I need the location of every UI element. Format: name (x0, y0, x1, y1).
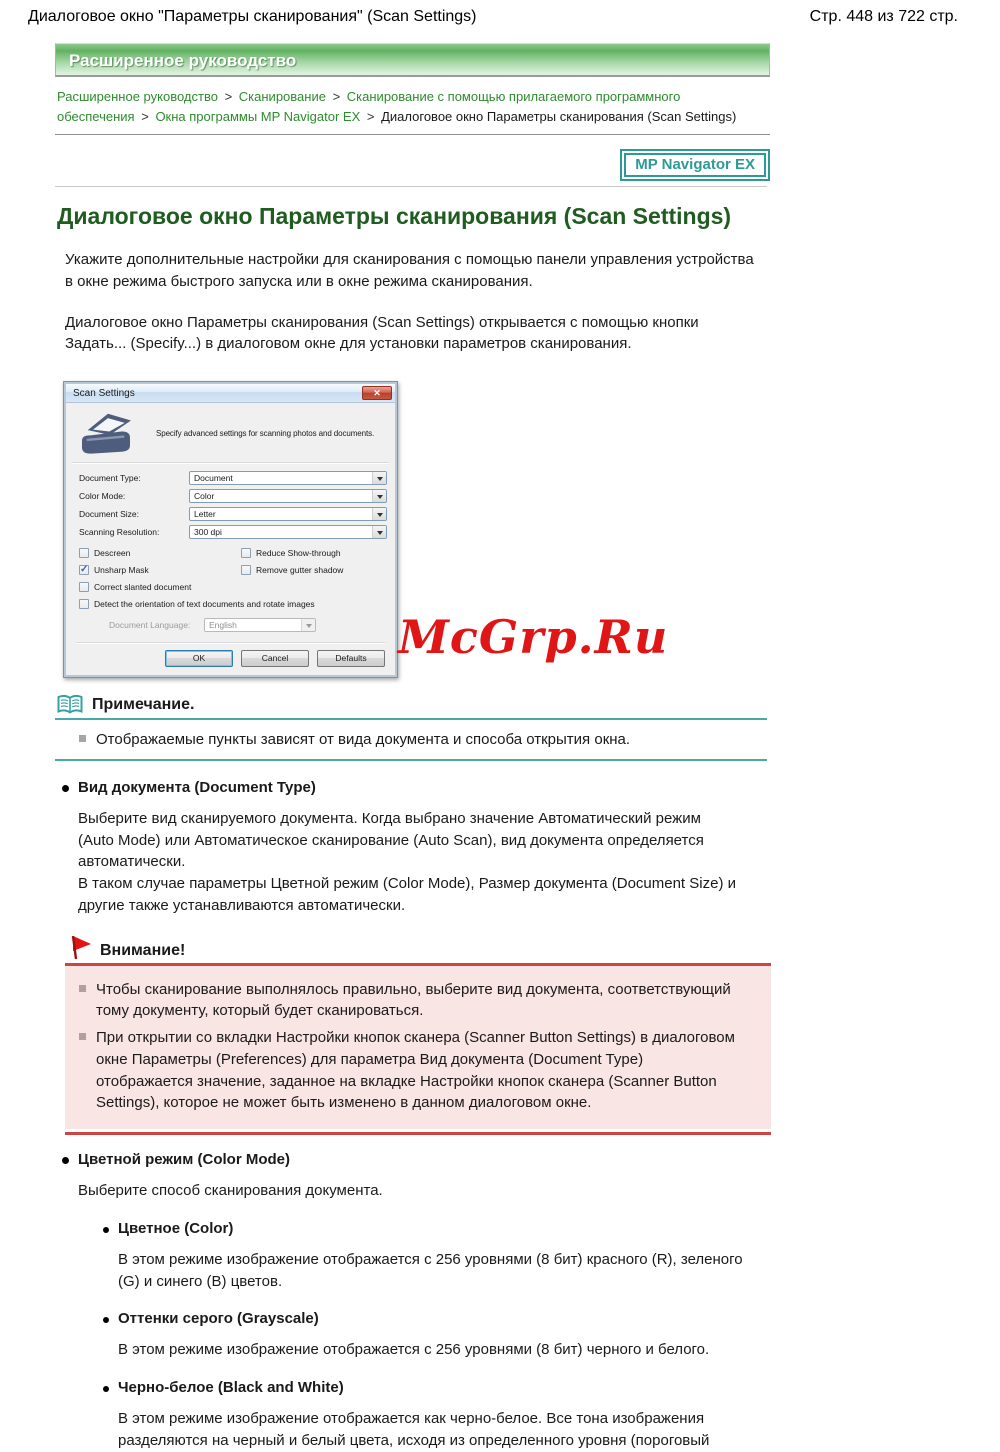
square-bullet-icon (79, 735, 86, 742)
guide-banner (55, 43, 770, 77)
document-size-label: Document Size: (79, 509, 139, 519)
document-language-label: Document Language: (109, 620, 191, 630)
divider (65, 1132, 771, 1135)
section-heading: Цветной режим (Color Mode) (78, 1151, 290, 1168)
mp-navigator-badge (620, 149, 770, 181)
option-paragraph: В этом режиме изображение отображается с 256 уровнями (8 бит) красного (R), зеленого (G) и синего (B) цветов. (118, 1250, 743, 1290)
square-bullet-icon (79, 985, 86, 992)
chevron-down-icon[interactable] (372, 508, 386, 520)
reduce-show-through-checkbox[interactable]: Reduce Show-through (241, 548, 387, 558)
divider (72, 462, 389, 464)
breadcrumb (57, 87, 757, 126)
divider (76, 642, 385, 644)
dialog-titlebar[interactable] (66, 384, 395, 403)
option-paragraph: В этом режиме изображение отображается как черно-белое. Все тона изображения разделяются на черный и белый цвета, исходя из определенного уровня (пороговый (118, 1410, 710, 1449)
option-black-and-white (96, 1379, 770, 1452)
warning-section (65, 935, 771, 1136)
breadcrumb-separator: > (224, 89, 233, 104)
breadcrumb-separator: > (141, 108, 149, 124)
section-paragraph: Выберите способ сканирования документа. (78, 1182, 383, 1199)
note-item: Отображаемые пункты зависят от вида документа и способа открытия окна. (79, 729, 767, 751)
correct-slanted-document-checkbox[interactable]: Correct slanted document (79, 582, 241, 592)
scanning-resolution-label: Scanning Resolution: (79, 527, 160, 537)
document-language-select: English (204, 618, 316, 632)
dialog-title: Scan Settings (73, 387, 135, 399)
warning-item: Чтобы сканирование выполнялось правильно, выберите вид документа, соответствующий тому документу, который будет сканироваться. (79, 979, 747, 1023)
document-type-select[interactable]: Document (189, 471, 387, 485)
divider (55, 186, 767, 187)
scan-settings-dialog (63, 381, 398, 678)
descreen-checkbox[interactable]: Descreen (79, 548, 241, 558)
color-mode-select[interactable]: Color (189, 489, 387, 503)
article-title: Диалоговое окно Параметры сканирования (Scan Settings) (57, 203, 732, 229)
disc-bullet-icon (103, 1317, 109, 1323)
breadcrumb-separator: > (332, 89, 341, 104)
breadcrumb-link-advanced-guide[interactable]: Расширенное руководство (57, 89, 218, 104)
scanner-icon (78, 409, 134, 457)
intro-paragraph-2: Диалоговое окно Параметры сканирования (Scan Settings) открывается с помощью кнопки Задать... (Specify...) в диалоговом окне для установки параметров сканирования. (65, 313, 699, 353)
note-title: Примечание. (92, 695, 195, 713)
breadcrumb-separator: > (366, 108, 375, 124)
note-section (55, 694, 767, 761)
close-icon[interactable]: ✕ (362, 386, 392, 400)
square-bullet-icon (79, 1033, 86, 1040)
mp-navigator-badge-label: MP Navigator EX (624, 153, 766, 177)
checkbox-icon[interactable] (241, 565, 251, 575)
breadcrumb-link-mp-navigator-screens[interactable]: Окна программы MP Navigator EX (155, 108, 361, 124)
checkbox-icon[interactable] (79, 548, 89, 558)
checkbox-icon[interactable] (79, 565, 89, 575)
page-title: Диалоговое окно "Параметры сканирования" (Scan Settings) (28, 8, 477, 25)
running-header (0, 0, 1000, 26)
scanning-resolution-select[interactable]: 300 dpi (189, 525, 387, 539)
guide-banner-label: Расширенное руководство (69, 51, 297, 70)
breadcrumb-link-scanning[interactable]: Сканирование (238, 89, 326, 104)
option-heading: Оттенки серого (Grayscale) (118, 1310, 319, 1328)
option-heading: Цветное (Color) (118, 1219, 234, 1237)
ok-button[interactable]: OK (165, 650, 233, 667)
warning-item: При открытии со вкладки Настройки кнопок сканера (Scanner Button Settings) в диалоговом окне Параметры (Preferences) для параметра Вид документа (Document Type) отображается значение, заданное на вкладке Настройки кнопок сканера (Scanner Button Settings), которое не может быть изменено в данном диалоговом окне. (79, 1027, 747, 1114)
option-heading: Черно-белое (Black and White) (118, 1379, 344, 1396)
defaults-button[interactable]: Defaults (317, 650, 385, 667)
breadcrumb-link-scanning-software[interactable]: Сканирование с помощью прилагаемого программного обеспечения (57, 89, 681, 124)
section-document-type (55, 779, 770, 1135)
warning-title: Внимание! (100, 941, 186, 959)
disc-bullet-icon (62, 785, 69, 792)
divider (55, 134, 770, 135)
checkbox-icon[interactable] (79, 599, 89, 609)
option-grayscale (96, 1310, 770, 1361)
color-mode-label: Color Mode: (79, 491, 126, 501)
intro-paragraph-1: Укажите дополнительные настройки для сканирования с помощью панели управления устройства в окне режима быстрого запуска или в окне режима сканирования. (65, 251, 754, 290)
checkbox-icon[interactable] (79, 582, 89, 592)
chevron-down-icon[interactable] (372, 526, 386, 538)
chevron-down-icon[interactable] (372, 472, 386, 484)
document-type-label: Document Type: (79, 473, 141, 483)
disc-bullet-icon (103, 1386, 109, 1392)
section-paragraph: Выберите вид сканируемого документа. Когда выбрано значение Автоматический режим (Auto Mode) или Автоматическое сканирование (Auto Scan), вид документа определяется автоматически. (78, 809, 704, 871)
watermark: McGrp.Ru (398, 610, 669, 664)
flag-icon (70, 935, 94, 960)
divider (55, 718, 767, 720)
document-size-select[interactable]: Letter (189, 507, 387, 521)
detect-orientation-checkbox[interactable]: Detect the orientation of text documents and rotate images (79, 599, 387, 609)
section-paragraph: В таком случае параметры Цветной режим (Color Mode), Размер документа (Document Size) и другие также устанавливаются автоматически. (78, 875, 736, 914)
breadcrumb-current: Диалоговое окно Параметры сканирования (Scan Settings) (381, 108, 737, 124)
section-color-mode (55, 1151, 770, 1452)
option-color (96, 1220, 770, 1293)
option-paragraph: В этом режиме изображение отображается с 256 уровнями (8 бит) черного и белого. (118, 1341, 710, 1359)
disc-bullet-icon (103, 1227, 109, 1233)
chevron-down-icon[interactable] (372, 490, 386, 502)
dialog-description: Specify advanced settings for scanning photos and documents. (156, 428, 375, 438)
unsharp-mask-checkbox[interactable]: ✓ Unsharp Mask (79, 565, 241, 575)
chevron-down-icon (301, 619, 315, 631)
checkbox-icon[interactable] (241, 548, 251, 558)
remove-gutter-shadow-checkbox[interactable]: Remove gutter shadow (241, 565, 387, 575)
section-heading: Вид документа (Document Type) (78, 778, 316, 796)
book-icon (56, 694, 84, 715)
cancel-button[interactable]: Cancel (241, 650, 309, 667)
page-number: Стр. 448 из 722 стр. (809, 8, 958, 25)
divider (55, 759, 767, 761)
disc-bullet-icon (62, 1157, 69, 1164)
